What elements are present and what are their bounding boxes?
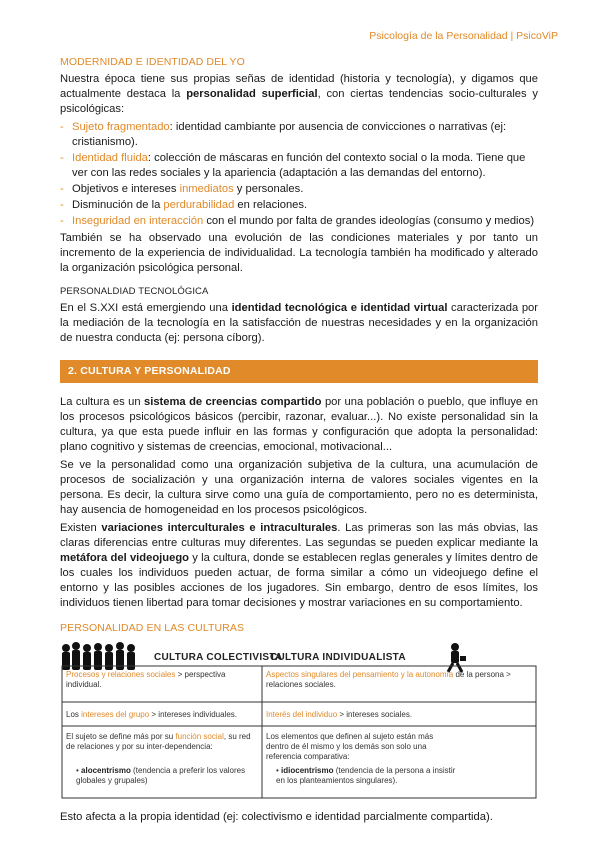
- culture-paragraph-2: Se ve la personalidad como una organización subjetiva de la cultura, una acumulación de procesos de socialización y una organización interna de valores sociales vigentes en la persona. Es decir, la cultura sirve como una guía de comportamiento, pero no es determinista, hay ausencia de homogeneidad en los procesos psicológicos.: [60, 459, 538, 516]
- cell-left-1: Procesos y relaciones sociales > perspectiva individual.: [66, 670, 226, 689]
- section-heading-modernidad: MODERNIDAD E IDENTIDAD DEL YO: [60, 56, 245, 68]
- section-heading-culturas: PERSONALIDAD EN LAS CULTURAS: [60, 622, 245, 634]
- list-item: - Inseguridad en interacción con el mundo por falta de grandes ideologías (consumo y medios): [60, 215, 535, 227]
- list-item: - Disminución de la perdurabilidad en relaciones.: [60, 199, 308, 211]
- cell-left-4: • alocentrismo (tendencia a preferir los valores globales y grupales): [76, 766, 246, 785]
- walking-person-icon: [448, 643, 466, 672]
- tendencies-list: [60, 120, 538, 229]
- cell-left-2: Los intereses del grupo > intereses individuales.: [66, 710, 237, 719]
- list-item: - Sujeto fragmentado: identidad cambiante por ausencia de convicciones o narrativas (ej: cristianismo).: [60, 121, 507, 148]
- culture-paragraph-1: La cultura es un sistema de creencias compartido por una población o pueblo, que influye en los procesos psicológicos básicos (percibir, razonar, evaluar...). No existe personalidad sin la cultura, ya que esta puede influir en las formas y configuración que adopta la personalidad: plano cognitivo y sistemas de creencias, emocional, motivacional...: [60, 396, 539, 453]
- page-content: [60, 55, 538, 828]
- header-collectivist: CULTURA COLECTIVISTA: [154, 652, 283, 663]
- culture-comparison-figure: [60, 642, 538, 802]
- page-header: Psicología de la Personalidad | PsicoViP: [369, 30, 558, 42]
- subheading-tecnologica: PERSONALDIAD TECNOLÓGICA: [60, 286, 209, 297]
- header-individualist: CULTURA INDIVIDUALISTA: [270, 652, 406, 663]
- cell-left-3: El sujeto se define más por su función social, su red de relaciones y por su inter-dependencia:: [66, 732, 251, 751]
- list-item: - Objetivos e intereses inmediatos y personales.: [60, 183, 304, 195]
- cell-right-4: • idiocentrismo (tendencia de la persona a insistir en los planteamientos singulares).: [276, 766, 456, 785]
- tech-paragraph: En el S.XXI está emergiendo una identidad tecnológica e identidad virtual caracterizada por la mediación de la tecnología en la satisfacción de nuestras necesidades y en la organización de nuestra conducta (ej: persona cíborg).: [60, 302, 538, 344]
- intro-paragraph: Nuestra época tiene sus propias señas de identidad (historia y tecnología), y digamos que actualmente destaca la personalidad superficial, con ciertas tendencias socio-culturales y psicológicas:: [60, 73, 538, 115]
- cell-right-3: Los elementos que definen al sujeto están más dentro de él mismo y los demás son solo una referencia comparativa:: [266, 732, 434, 761]
- section-bar-cultura: 2. CULTURA Y PERSONALIDAD: [60, 360, 538, 383]
- culture-paragraph-3: Existen variaciones interculturales e intraculturales. Las primeras son las más obvias, las claras diferencias entre culturas muy diferentes. Las segundas se pueden explicar mediante la metáfora del videojuego y la cultura, donde se establecen reglas generales y límites dentro de los cuales los individuos pueden actuar, de forma similar a cómo un videojuego define el entorno y las posibles acciones de los jugadores. Sin embargo, dentro de esos límites, los individuos tienen libertad para tomar decisiones y mostrar variaciones en su comportamiento.: [60, 522, 538, 609]
- final-paragraph: Esto afecta a la propia identidad (ej: colectivismo e identidad parcialmente compartida).: [60, 811, 493, 823]
- list-item: - Identidad fluida: colección de máscaras en función del contexto social o la moda. Tiene que ver con las redes sociales y la apariencia (adaptación a las demandas del entorno).: [60, 152, 526, 179]
- closing-paragraph: También se ha observado una evolución de las condiciones materiales y por tanto un incremento de la experiencia de individualidad. La tecnología también ha modificado y alterado la organización psicológica personal.: [60, 232, 538, 274]
- cell-right-2: Interés del individuo > intereses sociales.: [266, 710, 413, 719]
- cell-right-1: Aspectos singulares del pensamiento y la autonomía de la persona > relaciones sociales.: [266, 670, 511, 689]
